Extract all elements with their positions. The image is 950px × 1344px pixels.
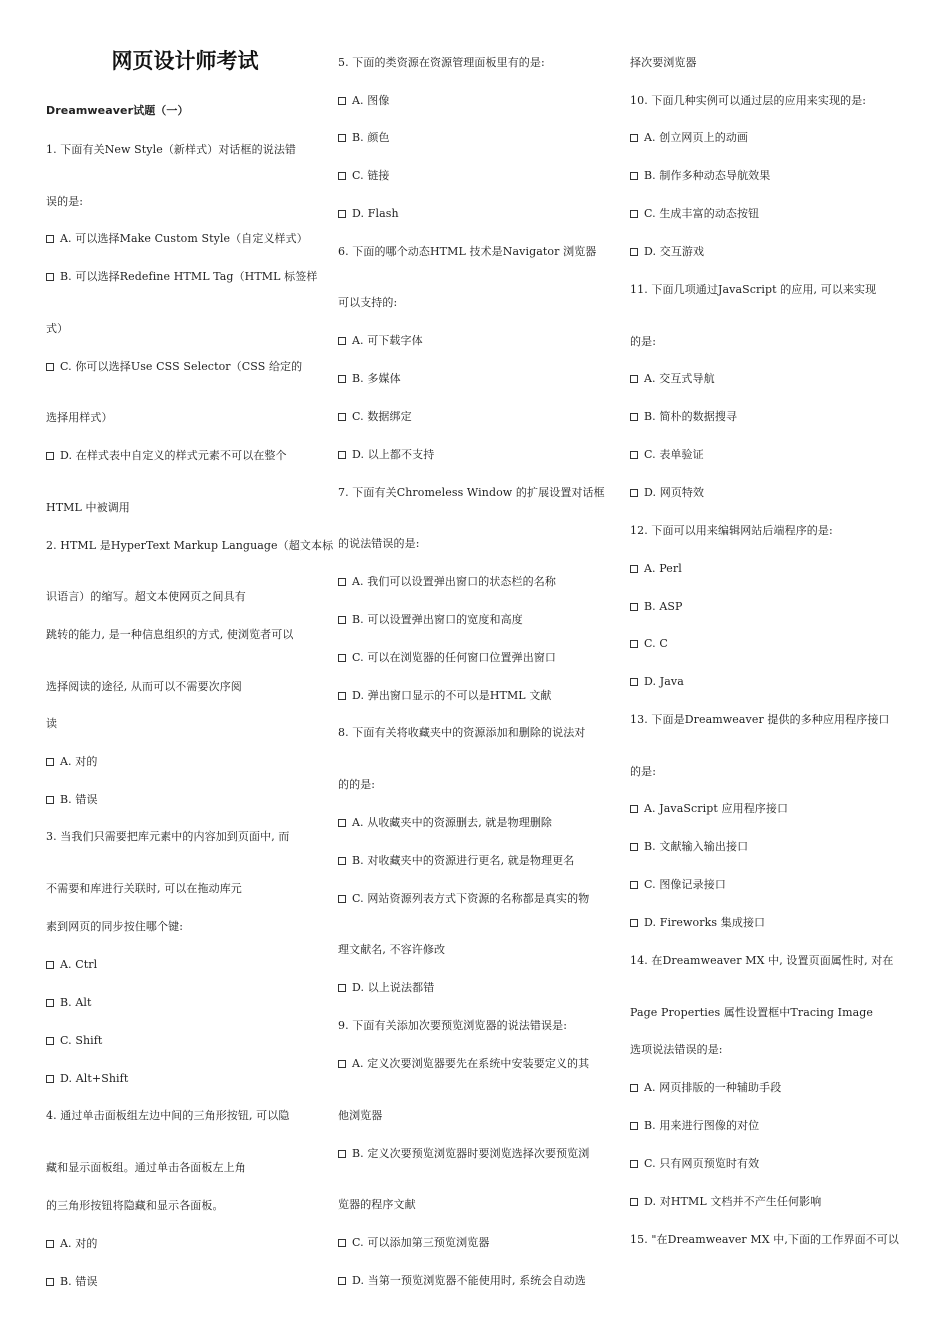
answer-option[interactable]: [630, 372, 715, 386]
checkbox-icon[interactable]: [338, 1277, 346, 1285]
line-text: 选择阅读的途径, 从而可以不需要次序阅: [46, 680, 242, 693]
answer-option[interactable]: [630, 637, 668, 651]
question-text: [338, 726, 585, 740]
answer-option[interactable]: [338, 1236, 489, 1250]
line-text: 览器的程序文献: [338, 1198, 416, 1211]
option-label: B. 用来进行图像的对位: [644, 1119, 760, 1132]
option-label: B. 颜色: [352, 131, 390, 144]
option-label: B. ASP: [644, 600, 683, 613]
question-text: [46, 680, 242, 694]
line-text: 素到网页的同步按住哪个键:: [46, 920, 184, 933]
answer-option[interactable]: [338, 613, 523, 627]
checkbox-icon[interactable]: [630, 640, 638, 648]
question-text: [338, 1019, 567, 1033]
checkbox-icon[interactable]: [630, 489, 638, 497]
checkbox-icon[interactable]: [630, 565, 638, 573]
option-label: B. Alt: [60, 996, 92, 1009]
question-text: [46, 717, 57, 731]
question-text: [630, 524, 833, 538]
line-text: 9. 下面有关添加次要预览浏览器的说法错误是:: [338, 1019, 567, 1032]
option-label: A. 可下载字体: [352, 334, 423, 347]
checkbox-icon[interactable]: [630, 375, 638, 383]
checkbox-icon[interactable]: [46, 363, 54, 371]
question-text: [630, 1006, 873, 1020]
line-text: 12. 下面可以用来编辑网站后端程序的是:: [630, 524, 833, 537]
answer-option[interactable]: [46, 1237, 97, 1251]
answer-option[interactable]: [630, 131, 748, 145]
answer-option[interactable]: [630, 1081, 781, 1095]
section-subtitle: Dreamweaver试题（一）: [46, 104, 189, 117]
answer-option[interactable]: [338, 816, 552, 830]
checkbox-icon[interactable]: [630, 603, 638, 611]
checkbox-icon[interactable]: [46, 1075, 54, 1083]
answer-option[interactable]: [630, 1195, 821, 1209]
checkbox-icon[interactable]: [630, 881, 638, 889]
answer-option[interactable]: [630, 448, 704, 462]
question-text: [46, 830, 289, 844]
answer-option[interactable]: [338, 131, 390, 145]
question-text: [46, 920, 183, 934]
answer-option[interactable]: [630, 562, 682, 576]
checkbox-icon[interactable]: [630, 172, 638, 180]
question-text: [630, 713, 890, 727]
option-label: B. 错误: [60, 793, 98, 806]
checkbox-icon[interactable]: [338, 616, 346, 624]
question-text: [46, 501, 130, 515]
option-label: D. 交互游戏: [644, 245, 705, 258]
question-text: [46, 143, 296, 157]
option-label: D. Fireworks 集成接口: [644, 916, 766, 929]
checkbox-icon[interactable]: [338, 451, 346, 459]
question-text: [338, 245, 596, 259]
checkbox-icon[interactable]: [630, 1198, 638, 1206]
option-label: D. Flash: [352, 207, 399, 220]
line-text: 读: [46, 717, 58, 730]
line-text: 识语言）的缩写。超文本使网页之间具有: [46, 590, 246, 603]
answer-option[interactable]: [46, 996, 92, 1010]
checkbox-icon[interactable]: [630, 1122, 638, 1130]
option-label: B. 错误: [60, 1275, 98, 1288]
line-text: 4. 通过单击面板组左边中间的三角形按钮, 可以隐: [46, 1109, 290, 1122]
checkbox-icon[interactable]: [338, 819, 346, 827]
checkbox-icon[interactable]: [46, 452, 54, 460]
answer-option[interactable]: [338, 448, 434, 462]
checkbox-icon[interactable]: [338, 97, 346, 105]
question-text: [630, 1043, 723, 1057]
line-text: 13. 下面是Dreamweaver 提供的多种应用程序接口: [630, 713, 890, 726]
line-text: 6. 下面的哪个动态HTML 技术是Navigator 浏览器: [338, 245, 597, 258]
checkbox-icon[interactable]: [338, 1150, 346, 1158]
line-text: 可以支持的:: [338, 296, 398, 309]
checkbox-icon[interactable]: [338, 857, 346, 865]
option-label: A. 对的: [60, 755, 98, 768]
option-label: A. 可以选择Make Custom Style（自定义样式）: [60, 232, 308, 245]
option-label: D. 在样式表中自定义的样式元素不可以在整个: [60, 449, 287, 462]
option-label: D. 以上都不支持: [352, 448, 435, 461]
option-label: A. 从收藏夹中的资源删去, 就是物理删除: [352, 816, 553, 829]
line-text: 的说法错误的是:: [338, 537, 420, 550]
checkbox-icon[interactable]: [46, 273, 54, 281]
answer-option[interactable]: [46, 793, 98, 807]
answer-option[interactable]: [46, 1034, 102, 1048]
option-label: B. 简朴的数据搜寻: [644, 410, 738, 423]
question-text: [630, 94, 866, 108]
answer-option[interactable]: [630, 207, 759, 221]
line-text: 的三角形按钮将隐藏和显示各面板。: [46, 1199, 224, 1212]
checkbox-icon[interactable]: [338, 413, 346, 421]
answer-option[interactable]: [338, 854, 574, 868]
line-text: 7. 下面有关Chromeless Window 的扩展设置对话框: [338, 486, 605, 499]
question-text: [630, 765, 656, 779]
option-label: C. 数据绑定: [352, 410, 412, 423]
answer-option[interactable]: [630, 840, 748, 854]
answer-option[interactable]: [630, 169, 770, 183]
line-text: Page Properties 属性设置框中Tracing Image: [630, 1006, 874, 1019]
option-label: C. 可以在浏览器的任何窗口位置弹出窗口: [352, 651, 557, 664]
answer-option[interactable]: [338, 1057, 589, 1071]
line-text: 11. 下面几项通过JavaScript 的应用, 可以来实现: [630, 283, 877, 296]
option-label: A. 创立网页上的动画: [644, 131, 749, 144]
question-text: [46, 590, 246, 604]
question-text: [338, 1109, 382, 1123]
answer-option[interactable]: [338, 169, 390, 183]
line-text: 他浏览器: [338, 1109, 383, 1122]
option-label: D. 弹出窗口显示的不可以是HTML 文献: [352, 689, 552, 702]
line-text: 藏和显示面板组。通过单击各面板左上角: [46, 1161, 246, 1174]
answer-option[interactable]: [338, 689, 552, 703]
checkbox-icon[interactable]: [338, 1239, 346, 1247]
question-text: [46, 628, 294, 642]
checkbox-icon[interactable]: [46, 235, 54, 243]
option-label: A. JavaScript 应用程序接口: [644, 802, 789, 815]
answer-option[interactable]: [630, 600, 683, 614]
line-text: 不需要和库进行关联时, 可以在拖动库元: [46, 882, 242, 895]
checkbox-icon[interactable]: [46, 796, 54, 804]
option-label: B. 可以设置弹出窗口的宽度和高度: [352, 613, 523, 626]
answer-option[interactable]: [338, 207, 399, 221]
checkbox-icon[interactable]: [630, 1160, 638, 1168]
checkbox-icon[interactable]: [630, 248, 638, 256]
question-text: [338, 486, 605, 500]
line-text: 式）: [46, 322, 69, 335]
checkbox-icon[interactable]: [46, 1037, 54, 1045]
option-label: C. 生成丰富的动态按钮: [644, 207, 760, 220]
line-text: 8. 下面有关将收藏夹中的资源添加和删除的说法对: [338, 726, 586, 739]
option-label: B. 对收藏夹中的资源进行更名, 就是物理更名: [352, 854, 575, 867]
checkbox-icon[interactable]: [630, 843, 638, 851]
question-text: [338, 1198, 416, 1212]
question-text: [338, 943, 445, 957]
question-text: [630, 954, 894, 968]
line-text: 的的是:: [338, 778, 376, 791]
option-label: C. 表单验证: [644, 448, 704, 461]
checkbox-icon[interactable]: [338, 895, 346, 903]
option-label: D. 对HTML 文档并不产生任何影响: [644, 1195, 822, 1208]
line-text: 选项说法错误的是:: [630, 1043, 723, 1056]
checkbox-icon[interactable]: [630, 413, 638, 421]
answer-option[interactable]: [338, 892, 589, 906]
answer-option[interactable]: [630, 675, 684, 689]
option-label: D. 以上说法都错: [352, 981, 435, 994]
question-text: [46, 322, 68, 336]
question-text: [338, 56, 545, 70]
question-text: [46, 539, 333, 553]
option-label: C. 可以添加第三预览浏览器: [352, 1236, 490, 1249]
question-text: [46, 411, 113, 425]
option-label: A. 交互式导航: [644, 372, 715, 385]
checkbox-icon[interactable]: [630, 134, 638, 142]
line-text: 理文献名, 不容许修改: [338, 943, 446, 956]
checkbox-icon[interactable]: [338, 578, 346, 586]
answer-option[interactable]: [46, 958, 97, 972]
question-text: [630, 56, 697, 70]
question-text: [338, 778, 375, 792]
question-text: [46, 195, 83, 209]
question-text: [46, 882, 242, 896]
option-label: D. 当第一预览浏览器不能使用时, 系统会自动选: [352, 1274, 586, 1287]
checkbox-icon[interactable]: [338, 375, 346, 383]
checkbox-icon[interactable]: [338, 134, 346, 142]
option-label: B. 多媒体: [352, 372, 401, 385]
option-label: C. 你可以选择Use CSS Selector（CSS 给定的: [60, 360, 303, 373]
option-label: A. 定义次要浏览器要先在系统中安装要定义的其: [352, 1057, 590, 1070]
option-label: A. 网页排版的一种辅助手段: [644, 1081, 782, 1094]
answer-option[interactable]: [46, 449, 287, 463]
option-label: C. 只有网页预览时有效: [644, 1157, 760, 1170]
answer-option[interactable]: [46, 1275, 98, 1289]
checkbox-icon[interactable]: [630, 805, 638, 813]
checkbox-icon[interactable]: [630, 1084, 638, 1092]
question-text: [338, 296, 397, 310]
answer-option[interactable]: [338, 94, 389, 108]
option-label: D. 网页特效: [644, 486, 705, 499]
checkbox-icon[interactable]: [630, 210, 638, 218]
line-text: 10. 下面几种实例可以通过层的应用来实现的是:: [630, 94, 867, 107]
answer-option[interactable]: [630, 1157, 759, 1171]
checkbox-icon[interactable]: [46, 1240, 54, 1248]
checkbox-icon[interactable]: [338, 172, 346, 180]
answer-option[interactable]: [338, 334, 423, 348]
checkbox-icon[interactable]: [338, 1060, 346, 1068]
option-label: C. C: [644, 637, 668, 650]
answer-option[interactable]: [630, 486, 704, 500]
option-label: A. 图像: [352, 94, 390, 107]
line-text: 14. 在Dreamweaver MX 中, 设置页面属性时, 对在: [630, 954, 894, 967]
answer-option[interactable]: [46, 1072, 128, 1086]
checkbox-icon[interactable]: [630, 678, 638, 686]
option-label: B. 制作多种动态导航效果: [644, 169, 771, 182]
checkbox-icon[interactable]: [338, 210, 346, 218]
checkbox-icon[interactable]: [46, 758, 54, 766]
checkbox-icon[interactable]: [46, 1278, 54, 1286]
option-label: D. Java: [644, 675, 684, 688]
line-text: 的是:: [630, 765, 657, 778]
answer-option[interactable]: [338, 410, 412, 424]
line-text: 15. "在Dreamweaver MX 中,下面的工作界面不可以: [630, 1233, 899, 1246]
answer-option[interactable]: [338, 981, 434, 995]
checkbox-icon[interactable]: [338, 692, 346, 700]
option-label: A. 我们可以设置弹出窗口的状态栏的名称: [352, 575, 556, 588]
line-text: 2. HTML 是HyperText Markup Language（超文本标: [46, 539, 334, 552]
question-text: [46, 1109, 289, 1123]
option-label: B. 文献输入输出接口: [644, 840, 749, 853]
checkbox-icon[interactable]: [46, 999, 54, 1007]
question-text: [46, 1199, 224, 1213]
checkbox-icon[interactable]: [338, 337, 346, 345]
option-label: C. 网站资源列表方式下资源的名称都是真实的物: [352, 892, 590, 905]
answer-option[interactable]: [338, 651, 556, 665]
answer-option[interactable]: [46, 755, 97, 769]
option-label: A. Ctrl: [60, 958, 98, 971]
question-text: [630, 283, 876, 297]
line-text: 5. 下面的类资源在资源管理面板里有的是:: [338, 56, 545, 69]
option-label: C. Shift: [60, 1034, 103, 1047]
answer-option[interactable]: [338, 372, 401, 386]
line-text: 择次要浏览器: [630, 56, 697, 69]
answer-option[interactable]: [630, 916, 765, 930]
line-text: 误的是:: [46, 195, 84, 208]
checkbox-icon[interactable]: [338, 984, 346, 992]
line-text: HTML 中被调用: [46, 501, 130, 514]
line-text: 跳转的能力, 是一种信息组织的方式, 使浏览者可以: [46, 628, 294, 641]
checkbox-icon[interactable]: [338, 654, 346, 662]
checkbox-icon[interactable]: [46, 961, 54, 969]
checkbox-icon[interactable]: [630, 919, 638, 927]
answer-option[interactable]: [630, 410, 737, 424]
checkbox-icon[interactable]: [630, 451, 638, 459]
line-text: 的是:: [630, 335, 657, 348]
answer-option[interactable]: [338, 1147, 589, 1161]
option-label: A. Perl: [644, 562, 682, 575]
answer-option[interactable]: [338, 1274, 586, 1288]
line-text: 3. 当我们只需要把库元素中的内容加到页面中, 而: [46, 830, 290, 843]
answer-option[interactable]: [46, 232, 308, 246]
option-label: B. 可以选择Redefine HTML Tag（HTML 标签样: [60, 270, 318, 283]
option-label: C. 图像记录接口: [644, 878, 726, 891]
question-text: [46, 1161, 246, 1175]
answer-option[interactable]: [630, 1119, 759, 1133]
answer-option[interactable]: [630, 802, 788, 816]
answer-option[interactable]: [630, 245, 704, 259]
option-label: A. 对的: [60, 1237, 98, 1250]
answer-option[interactable]: [630, 878, 726, 892]
question-text: [630, 335, 656, 349]
page-title: 网页设计师考试: [111, 49, 259, 73]
option-label: D. Alt+Shift: [60, 1072, 129, 1085]
answer-option[interactable]: [46, 360, 302, 374]
question-text: [338, 537, 420, 551]
answer-option[interactable]: [338, 575, 556, 589]
option-label: B. 定义次要预览浏览器时要浏览选择次要预览浏: [352, 1147, 590, 1160]
line-text: 1. 下面有关New Style（新样式）对话框的说法错: [46, 143, 297, 156]
answer-option[interactable]: [46, 270, 317, 284]
option-label: C. 链接: [352, 169, 390, 182]
line-text: 选择用样式）: [46, 411, 113, 424]
question-text: [630, 1233, 899, 1247]
